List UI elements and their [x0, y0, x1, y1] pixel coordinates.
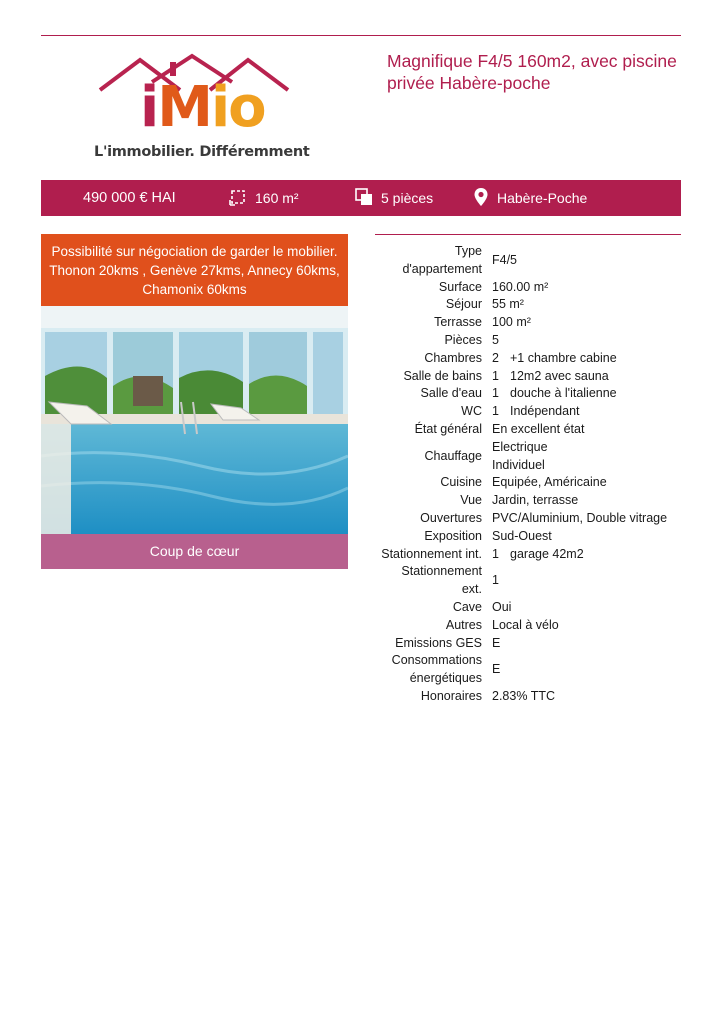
spec-value: Sud-Ouest — [492, 528, 552, 543]
spec-value: F4/5 — [492, 252, 518, 267]
spec-value — [492, 546, 680, 564]
spec-row — [380, 528, 680, 546]
spec-row — [380, 688, 680, 706]
spec-value: 55 m² — [492, 297, 524, 312]
favorite-badge: Coup de cœur — [41, 534, 348, 569]
spec-label-line: énergétiques — [409, 671, 482, 686]
spec-value: 5 — [492, 332, 499, 347]
spec-label: Pièces — [444, 332, 482, 347]
spec-label-line: Consommations — [391, 653, 482, 668]
location-pin-icon — [473, 187, 489, 210]
pool-image — [41, 306, 348, 534]
specs-table — [380, 243, 680, 706]
logo-tagline: L'immobilier. Différemment — [94, 144, 310, 160]
spec-label: Séjour — [445, 297, 482, 312]
spec-value — [492, 350, 680, 368]
spec-label: Chambres — [424, 350, 482, 365]
spec-label: Salle d'eau — [420, 386, 482, 401]
spec-value: 100 m² — [492, 315, 531, 330]
spec-value: Jardin, terrasse — [492, 493, 579, 508]
spec-value: E — [492, 635, 501, 650]
spec-count: 1 — [492, 546, 499, 561]
spec-row — [380, 385, 680, 403]
surface-value: 160 m² — [255, 190, 299, 206]
spec-detail: +1 chambre cabine — [510, 350, 617, 365]
spec-value: PVC/Aluminium, Double vitrage — [492, 510, 668, 525]
top-divider — [41, 35, 681, 36]
spec-label: WC — [461, 404, 482, 419]
spec-label: Stationnement ext. — [401, 564, 482, 597]
spec-row — [380, 314, 680, 332]
spec-row — [380, 403, 680, 421]
listing-title: Magnifique F4/5 160m2, avec piscine privée Habère-poche — [387, 51, 677, 93]
spec-row — [380, 279, 680, 297]
spec-label: Emissions GES — [395, 635, 482, 650]
spec-label: Type d'appartement — [402, 244, 482, 276]
spec-row — [380, 296, 680, 314]
spec-value-line: Electrique — [492, 439, 548, 454]
spec-value: Equipée, Américaine — [492, 475, 607, 490]
spec-label: Chauffage — [424, 448, 482, 463]
spec-count: 1 — [492, 368, 499, 383]
spec-row — [380, 243, 680, 279]
location-summary — [473, 180, 587, 216]
spec-value-line: Individuel — [492, 457, 545, 472]
spec-count: 1 — [492, 386, 499, 401]
rooms-icon — [355, 188, 373, 209]
spec-row — [380, 563, 680, 599]
spec-label: Stationnement int. — [381, 546, 482, 561]
spec-row — [380, 474, 680, 492]
spec-detail: douche à l'italienne — [510, 386, 617, 401]
spec-row — [380, 421, 680, 439]
spec-row — [380, 652, 680, 688]
spec-row — [380, 492, 680, 510]
spec-value — [492, 385, 680, 403]
spec-label: Autres — [445, 617, 482, 632]
spec-detail: garage 42m2 — [510, 546, 584, 561]
summary-bar — [41, 180, 681, 216]
spec-label: Cuisine — [440, 475, 482, 490]
surface-summary — [229, 180, 299, 216]
spec-label: Ouvertures — [420, 510, 482, 525]
spec-row — [380, 635, 680, 653]
spec-label: Cave — [452, 599, 482, 614]
spec-detail: Indépendant — [510, 404, 580, 419]
spec-value: Local à vélo — [492, 617, 559, 632]
price: 490 000 € HAI — [83, 190, 176, 206]
location-value: Habère-Poche — [497, 190, 588, 206]
specs-divider — [375, 234, 681, 235]
spec-label: Vue — [460, 493, 482, 508]
spec-row — [380, 617, 680, 635]
spec-value: 160.00 m² — [492, 279, 549, 294]
spec-row — [380, 332, 680, 350]
spec-value: 2.83% TTC — [492, 688, 555, 703]
spec-row — [380, 599, 680, 617]
surface-icon — [229, 188, 247, 209]
spec-value: E — [492, 662, 501, 677]
spec-label: Exposition — [424, 528, 482, 543]
spec-count: 1 — [492, 404, 499, 419]
spec-value — [492, 403, 680, 421]
spec-label — [380, 652, 492, 688]
spec-label: Terrasse — [434, 315, 482, 330]
logo-wordmark: iMio — [140, 75, 265, 140]
spec-label: État général — [414, 421, 482, 436]
property-photo[interactable] — [41, 306, 348, 534]
rooms-summary — [355, 180, 433, 216]
spec-detail: 12m2 avec sauna — [510, 368, 609, 383]
spec-label: Surface — [438, 279, 482, 294]
agency-logo[interactable] — [92, 52, 310, 164]
rooms-value: 5 pièces — [381, 190, 434, 206]
spec-value — [492, 368, 680, 386]
spec-row — [380, 546, 680, 564]
spec-value: 1 — [492, 573, 499, 588]
spec-value — [492, 439, 680, 475]
spec-row — [380, 368, 680, 386]
description-box: Possibilité sur négociation de garder le mobilier. Thonon 20kms , Genève 27kms, Annecy 60kms, Chamonix 60kms — [41, 234, 348, 306]
spec-value: En excellent état — [492, 421, 585, 436]
spec-count: 2 — [492, 350, 499, 365]
spec-row — [380, 350, 680, 368]
spec-row — [380, 439, 680, 475]
spec-row — [380, 510, 680, 528]
spec-value: Oui — [492, 599, 512, 614]
spec-label: Salle de bains — [403, 368, 482, 383]
spec-label: Honoraires — [420, 688, 482, 703]
